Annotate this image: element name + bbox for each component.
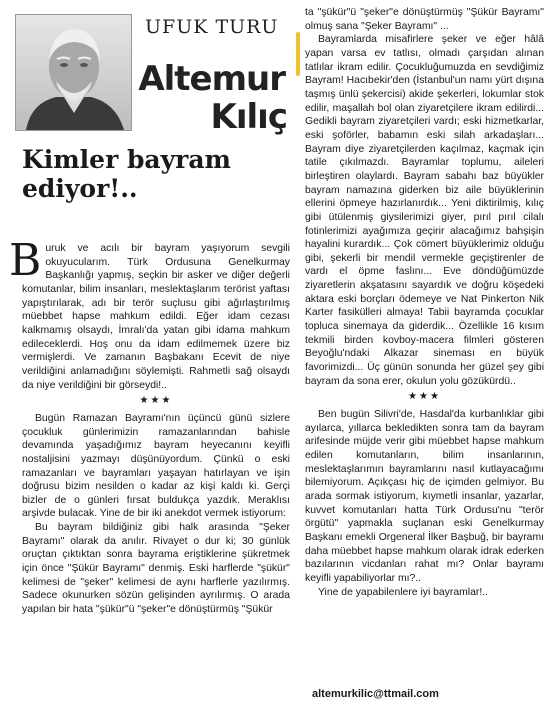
paragraph: Bugün Ramazan Bayramı'nın üçüncü günü sizlere çocukluk günlerimizin ramazanlarından bahisle devamında yaşadığımız bayram heyecanını keyifli nostaljisini yazmayı düşünüyordum. Çünkü o eski ramazanları ve bayramları yaşayan hatırlayan ve işin doğrusu bizim nesilden o kadar az kişi kaldı ki. Gerçi bizler de o günleri fırsat buldukça yazdık. Meraklısı arşivde bulacak. Yine de bir iki anekdot vermek istiyorum: (22, 412, 290, 520)
section-separator: ★★★ (408, 391, 441, 403)
section-title: UFUK TURU (145, 16, 279, 38)
paragraph: Bu bayram bildiğiniz gibi halk arasında "Şeker Bayramı" olarak da anılır. Rivayet o dur ki; 30 günlük oruçtan çıktıktan sonra bayrama eriştiklerine şükretmek için önce "Şükür Bayramı" denmiş. Eski harflerde "şükür" kelimesi de "şeker" kelimesi de aynı harflerle yazılırmış. Sadece okunurken sözün gelişinden ayrılırmış. O arada yapılan bir hata "şükür"ü "şeker"e dönüştürmüş "Şükür (22, 522, 290, 616)
right-column (305, 6, 544, 599)
paragraph: Yine de yapabilenlere iyi bayramlar!.. (318, 586, 488, 598)
paragraph: Ben bugün Silivri'de, Hasdal'da kurbanlıklar gibi ayılarca, yıllarca bekledikten sonra tam da bayram arifesinde müjde verir gibi müebbet hapse mahkum edilen komutanların, bilim insanlarının, meslektaşlarımın bayramlarını nasıl kutlayacağımı bilemiyorum. Açıkçası hiç de içimden gelmiyor. Bu arada sormak istiyorum, kıymetli insanlar, yazarlar, kuvvet komutanları hatta Türk Ordusu'nu "terör örgütü" yapmakla suçlanan eski Genelkurmay Başkanı emekli Orgeneral İlker Başbuğ, bir bayramı daha müebbet hapse mahkum olarak idrak ederken bazılarının vicdanları rahat mı? Onlar bayramı keyifli yapabiliyorlar mı?.. (305, 409, 544, 584)
drop-cap: B (9, 235, 42, 286)
author-first-name: Altemur (138, 59, 285, 99)
paragraph: Buruk ve acılı bir bayram yaşıyorum sevgili okuyucularım. Türk Ordusuna Genelkurmay Başkanlığı yapmış, seçkin bir asker ve diğer değerli komutanlar, bilim insanları, meslektaşlarım terörist yaftası yapıştırılarak, adı bir terör suçlusu gibi ağırlaştırılmış müebbet hapse mahkum edildi. Eğer idam cezası kalkmamış olsaydı, İmralı'da yatan gibi idama mahkum edileceklerdi. Hoş onu da idam edilmemek üzere biz vermişlerdi. Ve zamanın Başbakanı Ecevit de niye verildiğini anlamadığını söylemişti. Rahmetli sağ olsaydı da niye verildiğini bir görseydi!.. (9, 235, 290, 391)
author-last-name: Kılıç (210, 97, 287, 137)
author-photo (15, 14, 132, 131)
article-headline: Kimler bayram ediyor!.. (22, 145, 231, 203)
paragraph: ta "şükür"ü "şeker"e dönüştürmüş "Şükür Bayramı" olmuş sana "Şeker Bayramı" ... (305, 7, 544, 32)
author-email[interactable]: altemurkilic@ttmail.com (312, 688, 439, 700)
accent-bar (296, 32, 300, 76)
section-separator: ★★★ (139, 395, 173, 407)
column-header (15, 14, 290, 137)
left-column (9, 235, 290, 617)
paragraph: Bayramlarda misafirlere şeker ve eğer hâlâ yapan varsa ev tatlısı, olmadı çarşıdan alınan tatlılar ikram edilir. Çocukluğumuzda en sevdiğimiz Bayram! Hacıbekir'den (İstanbul'un namı yürt dışına taşmış ünlü şekercisi) akide şekerleri, lokumlar stok edilir, maşallah bol olan ziyaretçilere ikram edilirdi... Gedikli bayram ziyaretçileri vardı; eski hizmetkarlar, eski şoförler, babamın eski silah arkadaşları... Bayram diye ziyaretçilerden kaçılmaz, kaçmak için tatile çıkılmazdı. Bayramlar toplumu, aileleri birleştiren olaylardı. Bayram sabahı baz büyükler bayram namazına giderken biz aile büyüklerinin ellerini öpmeye hazırlanırdık... Yeni diktirilmiş, kılıç gibi ütülenmiş giysilerimizi giyer, pırıl pırıl cilalı fotinlerimizi ayağımıza geçirir alacağımız bahşişin hayalini kurardık... Çok cömert büyüklerimiz olduğu gibi, şekerli bir mendil vermekle geçiştirenler de vardı el öpme faslını... Eve döndüğümüzde ziyaretlerin akşatasını sayardık ve doğru köşedeki aktara eski borçları ödemeye ve Nat Pinkerton Nik Karter fasikülleri almaya! Tabii bayramda çocuklar topluca sinemaya da giderdik... Özellikle 16 kısım tekmili birden kovboy-macera filmleri gösteren Beyoğlu'ndaki Alkazar sineması en büyük favorimizdi... Üç günün sonunda her güzel şey gibi bayram da sona erer, okulun yolu gözükürdü.. (305, 34, 544, 387)
